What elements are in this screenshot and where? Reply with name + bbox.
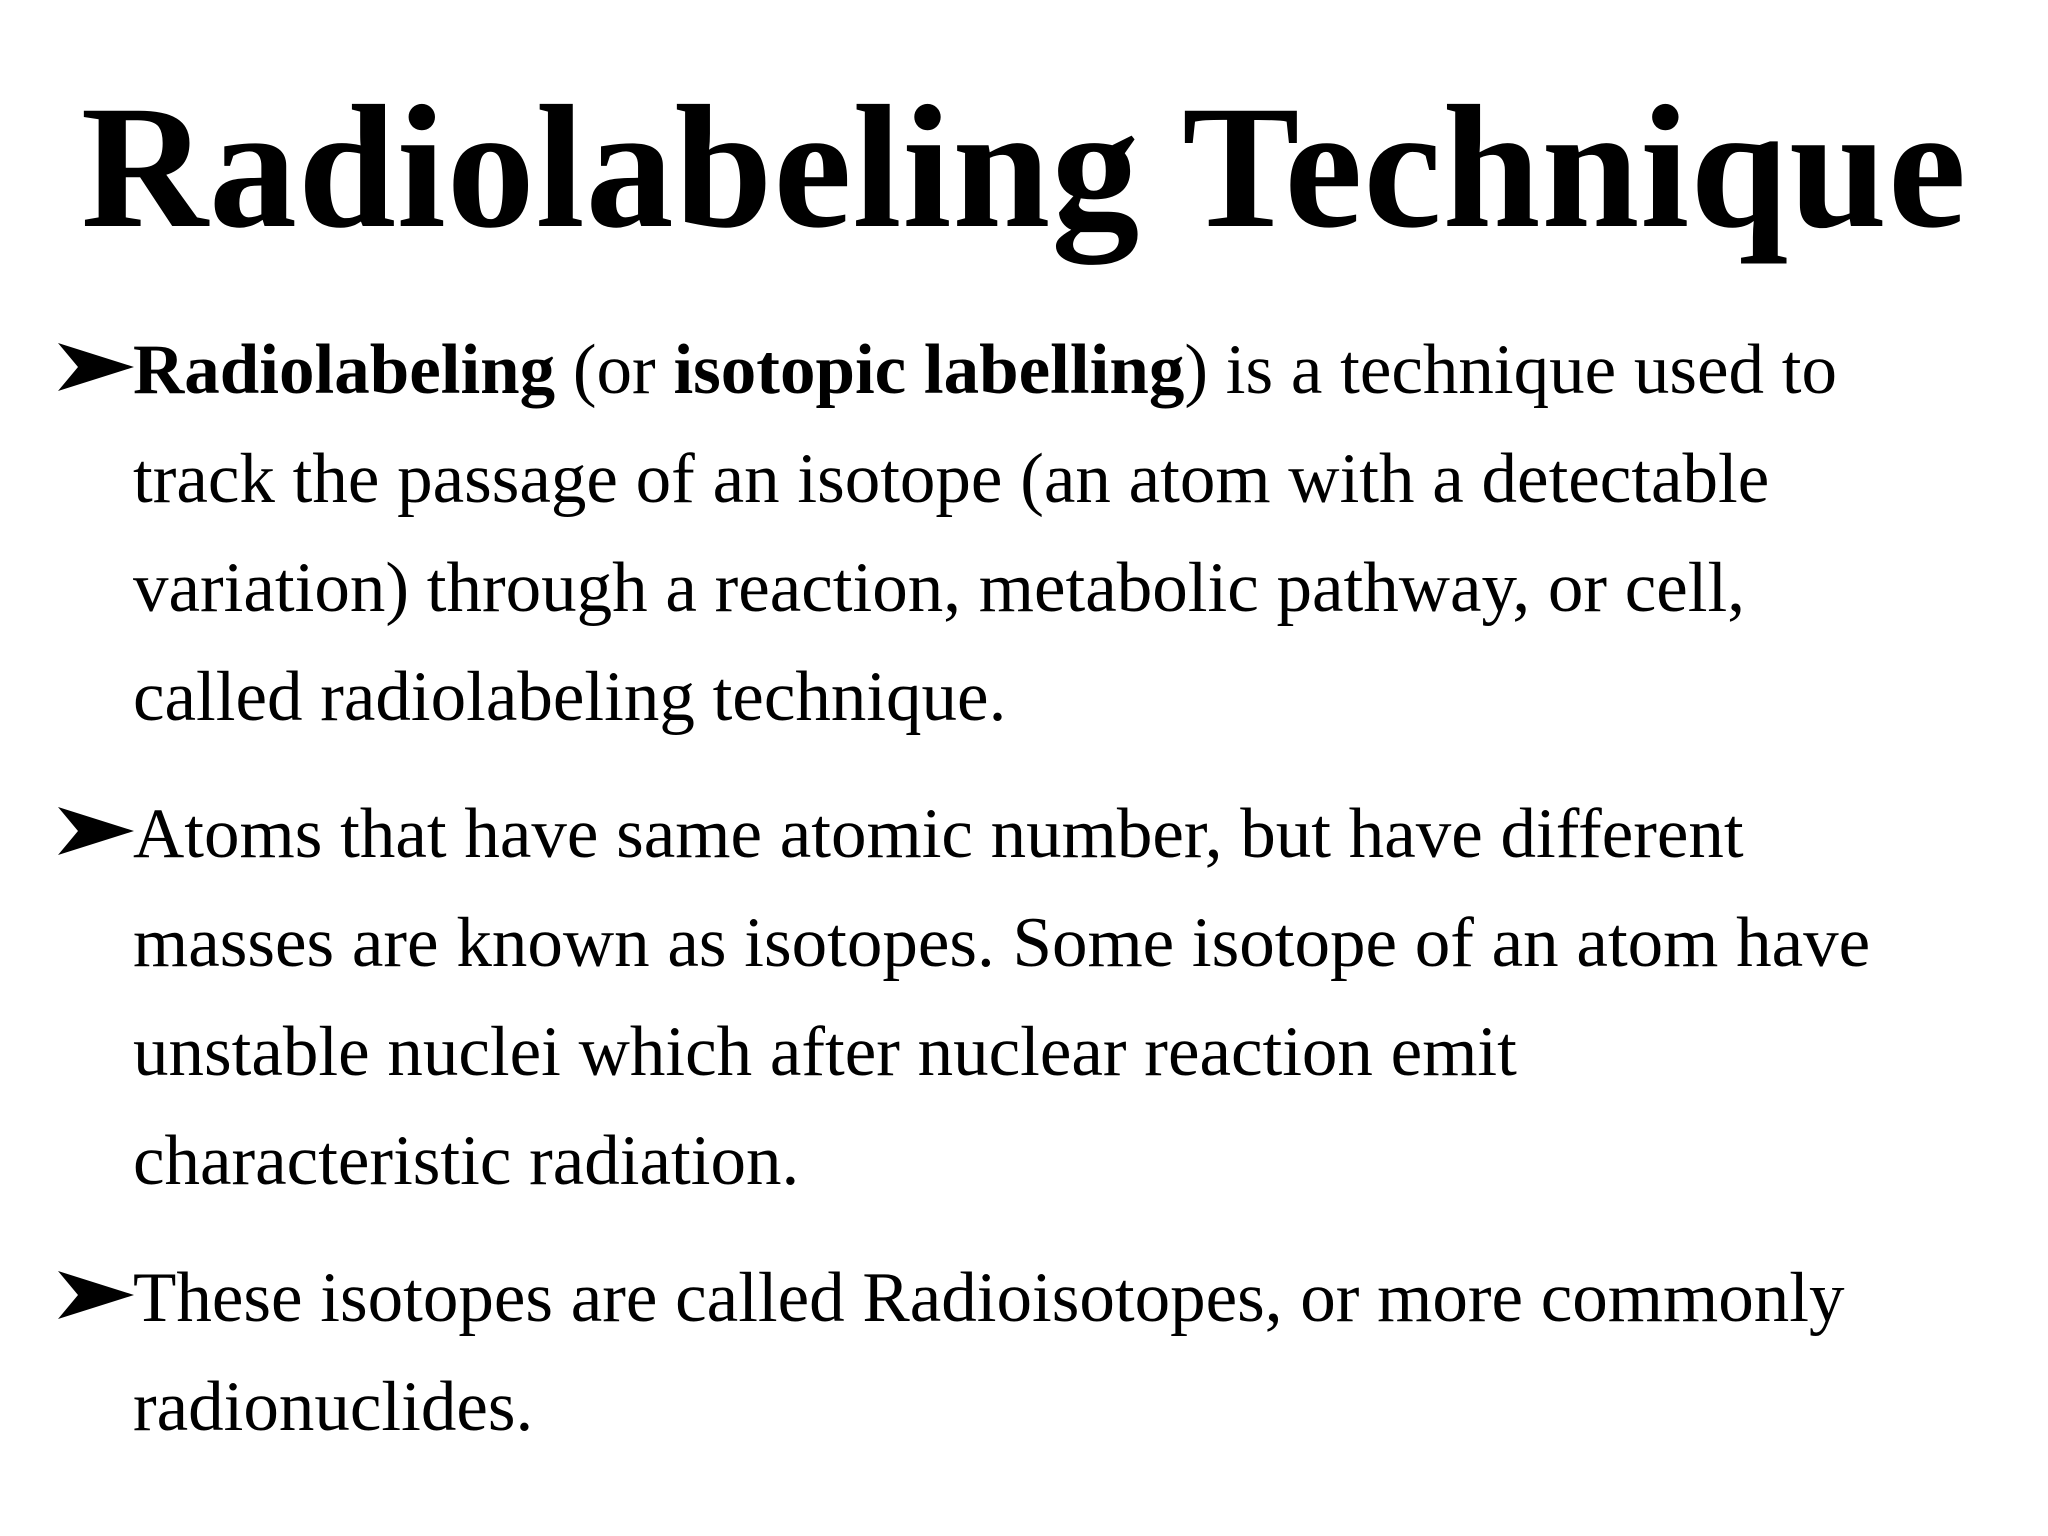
bullet-text-line: Atoms that have same atomic number, but have different bbox=[133, 795, 1744, 873]
bullet-text-line: track the passage of an isotope (an atom with a detectable bbox=[133, 440, 1770, 518]
bullet-text bbox=[133, 1244, 1993, 1462]
bullet-text-segment: ) is a technique used to bbox=[1184, 331, 1837, 409]
slide-title: Radiolabeling Technique bbox=[80, 70, 1968, 265]
bullet-text-line: called radiolabeling technique. bbox=[133, 658, 1007, 736]
bullet-text-line: variation) through a reaction, metabolic pathway, or cell, bbox=[133, 549, 1745, 627]
arrowhead-bullet-icon bbox=[58, 1267, 134, 1323]
arrowhead-bullet-icon bbox=[58, 339, 134, 395]
bullet-text-line: masses are known as isotopes. Some isotope of an atom have bbox=[133, 904, 1871, 982]
bullet-text-line: characteristic radiation. bbox=[133, 1122, 800, 1200]
bullet-text-bold-term: Radiolabeling bbox=[133, 331, 556, 409]
bullet-text-bold-term: isotopic labelling bbox=[673, 331, 1185, 409]
arrowhead-bullet-icon bbox=[58, 803, 134, 859]
bullet-text bbox=[133, 316, 1993, 752]
bullet-text-segment: (or bbox=[555, 331, 674, 409]
bullet-text-line: radionuclides. bbox=[133, 1368, 534, 1446]
bullet-text bbox=[133, 780, 1993, 1216]
bullet-text-line: These isotopes are called Radioisotopes, or more commonly bbox=[133, 1259, 1845, 1337]
bullet-text-line: unstable nuclei which after nuclear reaction emit bbox=[133, 1013, 1517, 1091]
